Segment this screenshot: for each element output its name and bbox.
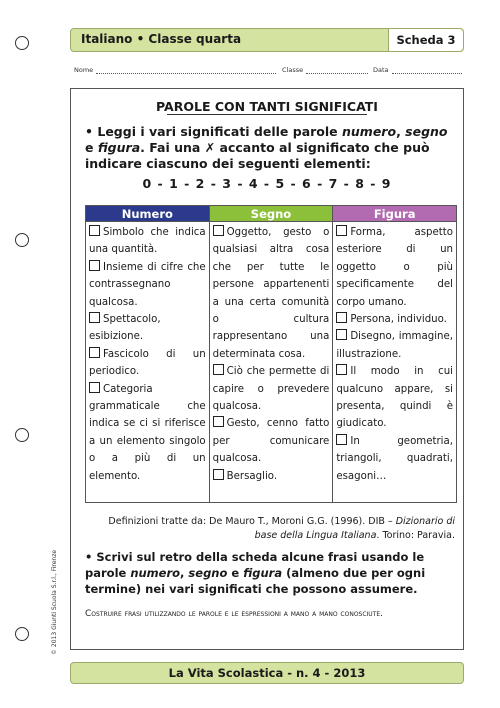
column-numero [86, 222, 210, 503]
instruction-text: Leggi i vari significati delle parole [93, 124, 342, 139]
checkbox[interactable] [213, 416, 224, 427]
meanings-table [85, 205, 457, 503]
word-numero: numero [342, 124, 397, 139]
meaning-text: Bersaglio. [226, 470, 278, 482]
checkbox[interactable] [336, 312, 347, 323]
list-item [213, 363, 330, 415]
checkbox[interactable] [336, 225, 347, 236]
checkbox[interactable] [89, 225, 100, 236]
checkbox[interactable] [89, 347, 100, 358]
meaning-text: Categoria grammaticale che indica se ci si riferisce a un elemento singolo o a più di un elemento. [89, 383, 206, 482]
list-item [213, 224, 330, 363]
name-label: Nome [74, 66, 94, 74]
exercise-box [70, 88, 464, 650]
meaning-text: In geometria, triangoli, quadrati, esagoni… [336, 435, 453, 482]
class-field[interactable] [306, 73, 368, 74]
checkbox[interactable] [89, 260, 100, 271]
header-numero: Numero [86, 206, 210, 222]
word-numero: numero [130, 566, 181, 580]
name-field[interactable] [96, 73, 276, 74]
binder-hole-3 [15, 428, 29, 442]
meaning-text: Spettacolo, esibizione. [89, 314, 161, 343]
checkbox[interactable] [213, 469, 224, 480]
meaning-text: Ciò che permette di capire o prevedere qualcosa. [212, 366, 330, 413]
meaning-text: Persona, individuo. [350, 314, 447, 326]
page-title: PAROLE CON TANTI SIGNIFICATI [156, 99, 378, 114]
list-item [336, 311, 453, 328]
page-header [70, 28, 464, 52]
list-item [336, 328, 453, 363]
sheet-label: Scheda 3 [388, 29, 463, 51]
list-item [336, 224, 453, 311]
list-item [89, 346, 206, 381]
bullet: • [85, 124, 93, 139]
source-text: . Torino: Paravia. [376, 530, 455, 541]
instruction-text: (almeno due per ogni termine) nei vari significati che possono assumere. [85, 566, 426, 596]
copyright: © 2013 Giunti Scuola S.r.l., Firenze [51, 549, 58, 655]
date-field[interactable] [392, 73, 462, 74]
definitions-source [85, 515, 455, 543]
class-label: Classe [282, 66, 304, 74]
meaning-text: Gesto, cenno fatto per comunicare qualcosa. [212, 418, 330, 465]
meaning-text: Il modo in cui qualcuno appare, si presenta, quindi è giudicato. [336, 366, 453, 430]
meaning-text: Disegno, immagine, illustrazione. [336, 331, 453, 360]
header-segno: Segno [209, 206, 333, 222]
word-figura: figura [97, 140, 141, 155]
instruction-text: . Fai una ✗ accanto al significato che può indicare ciascuno dei seguenti elementi: [85, 140, 430, 171]
word-figura: figura [243, 566, 283, 580]
list-item [336, 363, 453, 433]
page-footer: La Vita Scolastica - n. 4 - 2013 [70, 662, 464, 684]
binder-hole-2 [15, 233, 29, 247]
list-item [336, 433, 453, 485]
checkbox[interactable] [213, 364, 224, 375]
note-text: Costruire frasi utilizzando le parole e le espressioni a mano a mano conosciute. [85, 609, 384, 619]
binder-hole-1 [15, 36, 29, 50]
list-item [89, 259, 206, 311]
meaning-text: Forma, aspetto esteriore di un oggetto o più specificamente del corpo umano. [336, 227, 453, 308]
date-label: Data [373, 66, 389, 74]
list-item [89, 381, 206, 485]
binder-hole-4 [15, 627, 29, 641]
checkbox[interactable] [89, 382, 100, 393]
list-item [89, 224, 206, 259]
instruction-sep: , [396, 124, 406, 139]
meaning-text: Simbolo che indica una quantità. [89, 227, 206, 256]
source-text: Definizioni tratte da: De Mauro T., Moroni G.G. (1996). DIB – [108, 516, 396, 527]
title-underline [167, 114, 367, 115]
word-segno: segno [405, 124, 448, 139]
instruction [85, 124, 455, 172]
checkbox[interactable] [336, 434, 347, 445]
meaning-text: Fascicolo di un periodico. [89, 348, 206, 378]
checkbox[interactable] [213, 225, 224, 236]
list-item [89, 311, 206, 346]
column-figura [333, 222, 457, 503]
meaning-text: Insieme di cifre che contrassegnano qualcosa. [89, 261, 206, 308]
instruction-sep: , [180, 566, 189, 580]
column-segno [209, 222, 333, 503]
header-figura: Figura [333, 206, 457, 222]
number-sequence: 0 - 1 - 2 - 3 - 4 - 5 - 6 - 7 - 8 - 9 [142, 176, 392, 191]
subject-label: Italiano • Classe quarta [81, 32, 242, 46]
instruction-2 [85, 549, 455, 597]
list-item [213, 415, 330, 467]
checkbox[interactable] [336, 329, 347, 340]
instruction-sep: e [85, 140, 98, 155]
list-item [213, 468, 330, 485]
word-segno: segno [188, 566, 228, 580]
checkbox[interactable] [336, 364, 347, 375]
bullet: • [85, 550, 93, 564]
instruction-text: Scrivi sul retro della scheda alcune frasi usando le parole [85, 550, 425, 580]
checkbox[interactable] [89, 312, 100, 323]
instruction-sep: e [227, 566, 244, 580]
meaning-text: Oggetto, gesto o qualsiasi altra cosa che per tutte le persone appartenenti a una certa comunità o cultura rappresentano una determinata cosa. [212, 227, 330, 360]
source-book: Dizionario di base della Lingua Italiana [254, 516, 455, 541]
